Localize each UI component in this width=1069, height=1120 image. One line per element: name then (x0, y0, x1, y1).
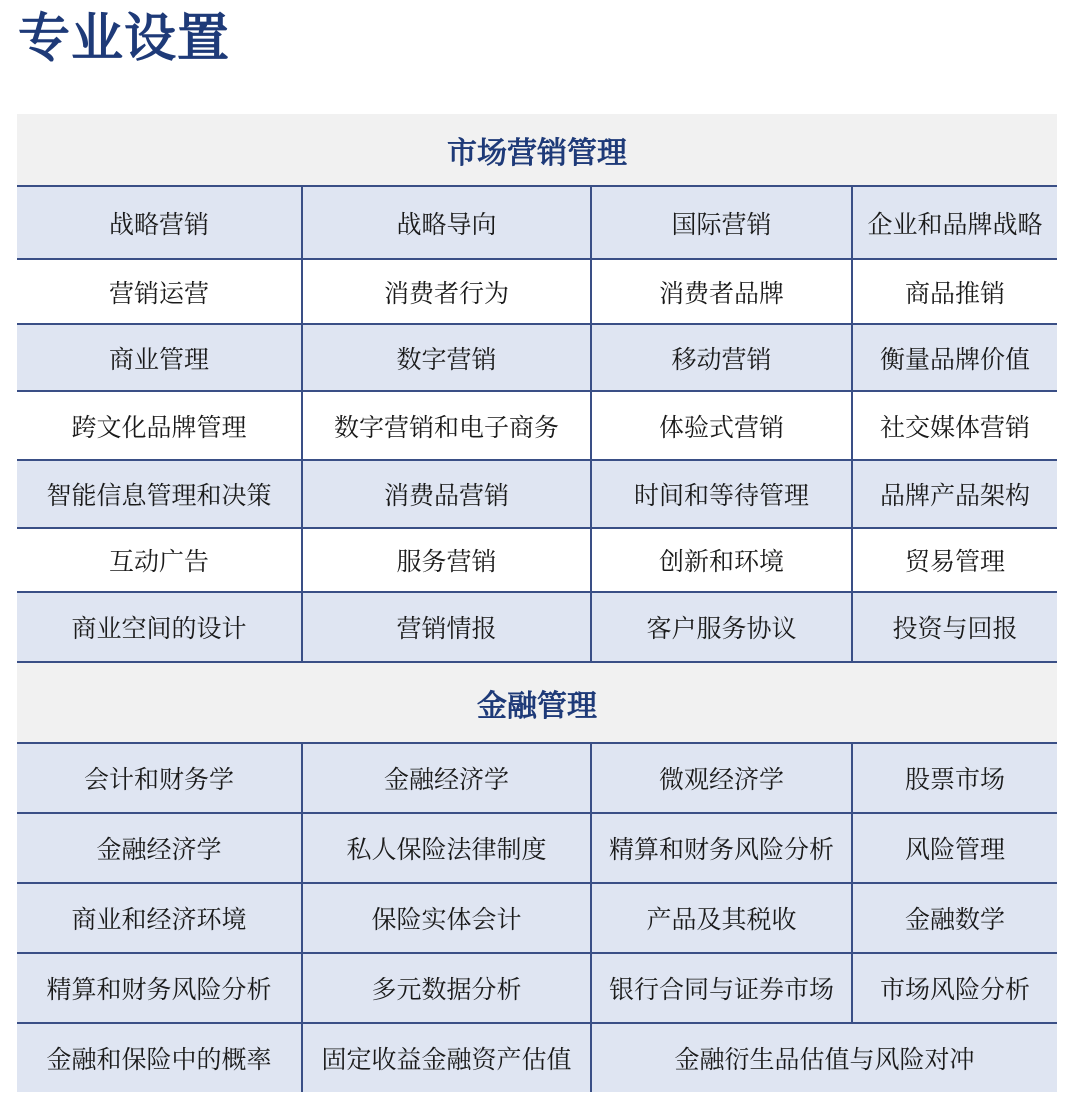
table-row (17, 529, 1057, 593)
course-cell: 移动营销 (590, 325, 851, 390)
table-row (17, 325, 1057, 392)
course-cell: 数字营销和电子商务 (301, 392, 590, 459)
course-cell: 商品推销 (851, 260, 1057, 323)
course-cell: 银行合同与证券市场 (590, 954, 851, 1022)
table-row (17, 744, 1057, 814)
course-cell: 商业和经济环境 (71, 905, 247, 934)
course-cell: 创新和环境 (590, 529, 851, 591)
course-cell: 跨文化品牌管理 (71, 412, 247, 442)
course-cell: 营销运营 (108, 278, 209, 308)
course-cell: 商业空间的设计 (71, 614, 247, 643)
course-cell: 多元数据分析 (301, 954, 590, 1022)
section-header-marketing: 市场营销管理 (17, 114, 1057, 187)
table-row (17, 954, 1057, 1024)
table-row (17, 260, 1057, 325)
course-cell: 社交媒体营销 (851, 392, 1057, 459)
course-cell: 营销情报 (301, 593, 590, 661)
course-cell: 服务营销 (301, 529, 590, 591)
table-row (17, 187, 1057, 260)
course-cell: 股票市场 (851, 744, 1057, 812)
course-cell: 风险管理 (851, 814, 1057, 882)
table-row (17, 593, 1057, 663)
course-cell: 消费者行为 (301, 260, 590, 323)
course-cell: 商业管理 (108, 344, 209, 374)
course-cell: 保险实体会计 (301, 884, 590, 952)
course-cell: 精算和财务风险分析 (590, 814, 851, 882)
course-cell: 时间和等待管理 (590, 461, 851, 527)
course-cell: 投资与回报 (851, 593, 1057, 661)
course-cell: 衡量品牌价值 (851, 325, 1057, 390)
section-header-finance: 金融管理 (17, 663, 1057, 744)
course-cell: 战略营销 (108, 209, 209, 239)
course-cell: 金融经济学 (96, 835, 222, 864)
curriculum-table (17, 114, 1057, 1092)
course-cell: 客户服务协议 (590, 593, 851, 661)
course-cell: 金融和保险中的概率 (46, 1045, 272, 1074)
course-cell: 体验式营销 (590, 392, 851, 459)
course-cell: 消费者品牌 (590, 260, 851, 323)
course-cell: 金融衍生品估值与风险对冲 (590, 1024, 1057, 1092)
table-row (17, 814, 1057, 884)
table-row (17, 884, 1057, 954)
course-cell: 私人保险法律制度 (301, 814, 590, 882)
course-cell: 精算和财务风险分析 (46, 975, 272, 1004)
table-row (17, 461, 1057, 529)
course-cell: 金融数学 (851, 884, 1057, 952)
course-cell: 互动广告 (108, 547, 209, 576)
course-cell: 企业和品牌战略 (851, 187, 1057, 258)
table-row (17, 1024, 1057, 1092)
course-cell: 固定收益金融资产估值 (301, 1024, 590, 1092)
course-cell: 品牌产品架构 (851, 461, 1057, 527)
course-cell: 消费品营销 (301, 461, 590, 527)
table-row (17, 392, 1057, 461)
course-cell: 战略导向 (301, 187, 590, 258)
course-cell: 会计和财务学 (83, 765, 234, 794)
course-cell: 市场风险分析 (851, 954, 1057, 1022)
course-cell: 数字营销 (301, 325, 590, 390)
course-cell: 微观经济学 (590, 744, 851, 812)
page-title: 专业设置 (18, 9, 231, 69)
course-cell: 产品及其税收 (590, 884, 851, 952)
course-cell: 国际营销 (590, 187, 851, 258)
course-cell: 贸易管理 (851, 529, 1057, 591)
course-cell: 智能信息管理和决策 (46, 481, 272, 510)
course-cell: 金融经济学 (301, 744, 590, 812)
